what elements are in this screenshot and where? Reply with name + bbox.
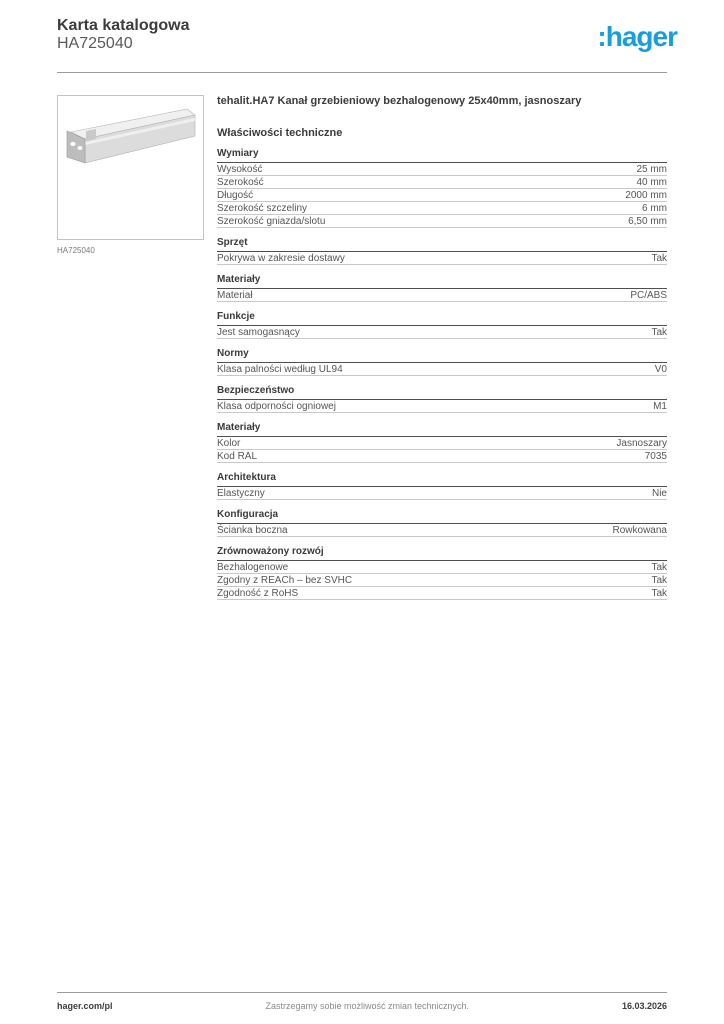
- spec-row: [217, 215, 667, 228]
- hager-logo: :hager: [597, 21, 677, 52]
- document-type: Karta katalogowa: [57, 17, 190, 34]
- spec-row: [217, 326, 667, 339]
- section-normy: [217, 348, 667, 376]
- spec-label: Materiał: [217, 289, 253, 301]
- spec-row: [217, 289, 667, 302]
- spec-row: [217, 163, 667, 176]
- spec-label: Szerokość szczeliny: [217, 202, 308, 214]
- spec-value: V0: [654, 363, 667, 375]
- spec-label: Bezhalogenowe: [217, 561, 289, 573]
- spec-value: M1: [653, 400, 667, 412]
- spec-value: Nie: [651, 487, 667, 499]
- section-title: Wymiary: [217, 148, 667, 163]
- section-title: Bezpieczeństwo: [217, 385, 667, 400]
- spec-label: Elastyczny: [217, 487, 265, 499]
- disclaimer-text: Zastrzegamy sobie możliwość zmian technicznych.: [265, 1001, 470, 1011]
- spec-row: [217, 574, 667, 587]
- section-konfiguracja: [217, 509, 667, 537]
- section-title: Architektura: [217, 472, 667, 487]
- spec-label: Wysokość: [217, 163, 263, 175]
- document-date: 16.03.2026: [621, 1001, 667, 1011]
- spec-row: [217, 252, 667, 265]
- spec-label: Długość: [217, 189, 254, 201]
- spec-value: Jasnoszary: [616, 437, 667, 449]
- spec-row: [217, 561, 667, 574]
- product-image-column: [57, 95, 217, 600]
- section-title: Konfiguracja: [217, 509, 667, 524]
- section-zrownowazony-rozwoj: [217, 546, 667, 600]
- spec-label: Klasa odporności ogniowej: [217, 400, 336, 412]
- section-sprzet: [217, 237, 667, 265]
- spec-value: Tak: [651, 326, 667, 338]
- spec-label: Ścianka boczna: [217, 524, 288, 536]
- spec-value: 6,50 mm: [628, 215, 667, 227]
- product-reference: HA725040: [57, 35, 133, 53]
- spec-row: [217, 202, 667, 215]
- spec-row: [217, 587, 667, 600]
- section-funkcje: [217, 311, 667, 339]
- spec-value: 2000 mm: [625, 189, 667, 201]
- spec-value: Tak: [651, 587, 667, 599]
- spec-value: PC/ABS: [630, 289, 667, 301]
- spec-row: [217, 189, 667, 202]
- spec-label: Kod RAL: [217, 450, 258, 462]
- section-title: Zrównoważony rozwój: [217, 546, 667, 561]
- spec-value: Tak: [651, 574, 667, 586]
- section-bezpieczenstwo: [217, 385, 667, 413]
- header-divider: [57, 72, 667, 73]
- spec-row: [217, 524, 667, 537]
- technical-properties-heading: Właściwości techniczne: [217, 127, 343, 140]
- spec-row: [217, 176, 667, 189]
- cable-trunking-illustration: [63, 106, 198, 176]
- spec-row: [217, 487, 667, 500]
- section-title: Materiały: [217, 422, 667, 437]
- spec-row: [217, 437, 667, 450]
- website-link[interactable]: hager.com/pl: [57, 1001, 113, 1011]
- product-title: tehalit.HA7 Kanał grzebieniowy bezhalogenowy 25x40mm, jasnoszary: [217, 95, 582, 107]
- spec-row: [217, 363, 667, 376]
- spec-row: [217, 400, 667, 413]
- section-architektura: [217, 472, 667, 500]
- spec-value: Tak: [651, 252, 667, 264]
- spec-value: 7035: [644, 450, 667, 462]
- spec-label: Jest samogasnący: [217, 326, 300, 338]
- spec-value: Rowkowana: [612, 524, 667, 536]
- spec-label: Szerokość: [217, 176, 264, 188]
- spec-label: Zgodny z REACh – bez SVHC: [217, 574, 353, 586]
- product-image: [57, 95, 204, 240]
- spec-label: Pokrywa w zakresie dostawy: [217, 252, 345, 264]
- spec-label: Kolor: [217, 437, 241, 449]
- spec-label: Klasa palności według UL94: [217, 363, 343, 375]
- spec-label: Zgodność z RoHS: [217, 587, 299, 599]
- main-content: [57, 95, 667, 600]
- section-wymiary: [217, 148, 667, 228]
- section-materialy: [217, 274, 667, 302]
- page-footer: [57, 992, 667, 1011]
- spec-value: Tak: [651, 561, 667, 573]
- header-titles: [57, 17, 189, 54]
- page-header: [57, 17, 677, 54]
- section-title: Materiały: [217, 274, 667, 289]
- spec-value: 40 mm: [636, 176, 667, 188]
- spec-row: [217, 450, 667, 463]
- spec-value: 25 mm: [636, 163, 667, 175]
- section-title: Sprzęt: [217, 237, 667, 252]
- section-title: Funkcje: [217, 311, 667, 326]
- image-caption: HA725040: [57, 246, 95, 255]
- specs-column: [217, 95, 667, 600]
- section-title: Normy: [217, 348, 667, 363]
- section-materialy-kolor: [217, 422, 667, 463]
- spec-label: Szerokość gniazda/slotu: [217, 215, 326, 227]
- spec-value: 6 mm: [642, 202, 667, 214]
